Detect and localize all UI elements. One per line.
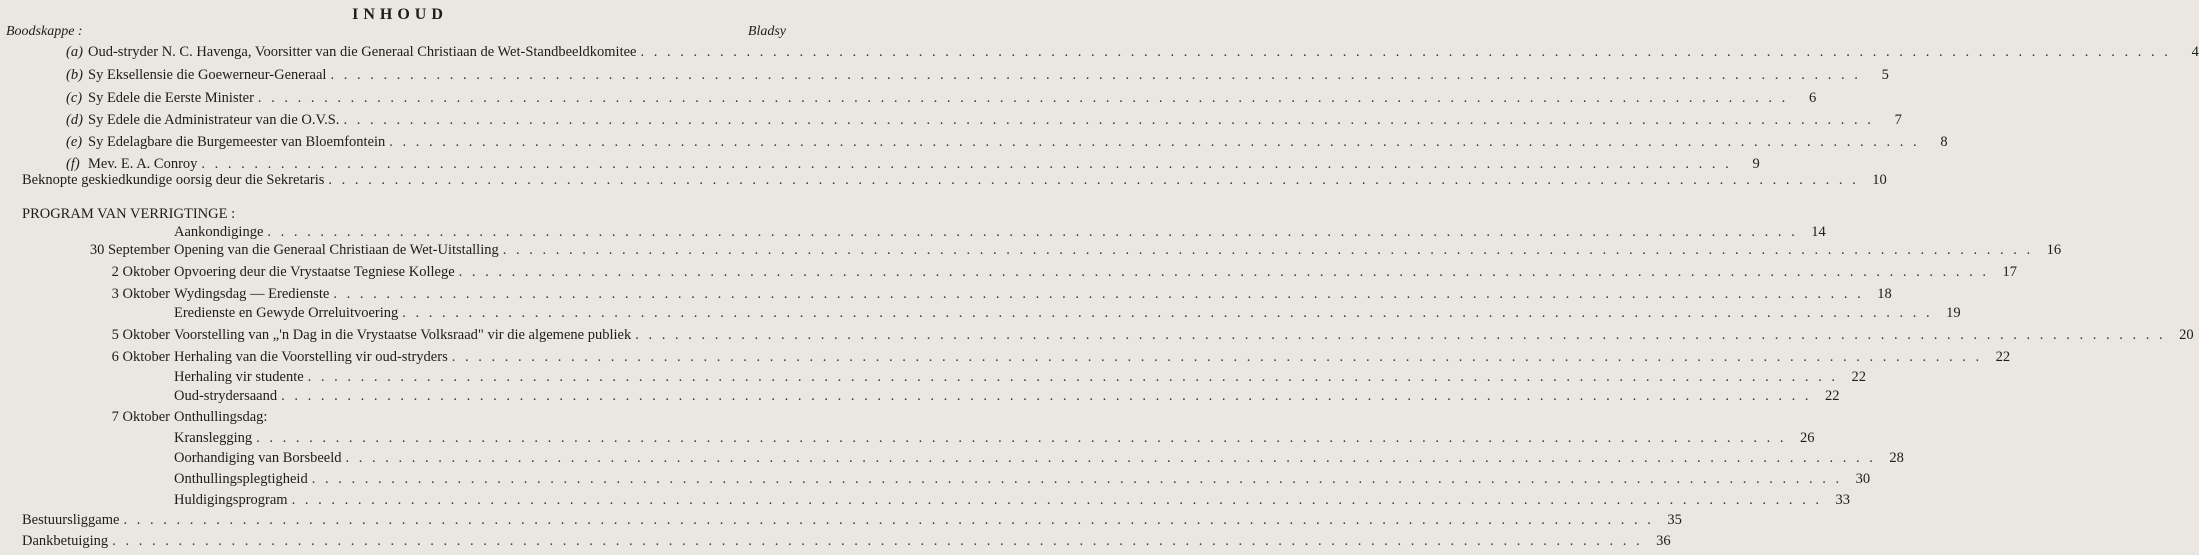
page-number: 7 [1894, 112, 1902, 128]
entry-text: Sy Eksellensie die Goewerneur-Generaal [88, 67, 327, 83]
unveiling-entry[interactable] [174, 430, 1815, 450]
entry-text: Opvoering deur die Vrystaatse Tegniese Kollege [174, 264, 455, 280]
entry-text: Onthullingsdag: [174, 409, 268, 425]
program-entry[interactable] [89, 242, 2062, 262]
page-number: 35 [1667, 512, 1682, 528]
entry-text: Huldigingsprogram [174, 492, 288, 508]
page-number: 5 [1881, 67, 1889, 83]
page-number: 6 [1809, 90, 1817, 106]
entry-text: Beknopte geskiedkundige oorsig deur die Sekretaris [22, 172, 325, 188]
page-number: 30 [1855, 471, 1871, 487]
program-entry[interactable] [111, 409, 786, 429]
page-number: 10 [1872, 172, 1887, 188]
unveiling-entry[interactable] [174, 450, 1904, 470]
entry-text: Oorhandiging van Borsbeeld [174, 450, 342, 466]
page-number: 17 [2002, 264, 2018, 280]
entry-text: Sy Edele die Administrateur van die O.V.S. [88, 112, 340, 128]
page-number: 33 [1835, 492, 1850, 508]
page-number: 4 [2191, 44, 2199, 60]
entry-marker: (d) [66, 112, 83, 128]
entry-text: Kranslegging [174, 430, 253, 446]
entry-text: Oud-stryder N. C. Havenga, Voorsitter van die Generaal Christiaan de Wet-Standbeeldkomitee [88, 44, 637, 60]
toc-entry[interactable] [66, 44, 2199, 64]
program-heading: PROGRAM VAN VERRIGTINGE : [22, 206, 236, 222]
toc-entry[interactable] [66, 67, 1889, 87]
entry-marker: (c) [66, 90, 83, 106]
program-entry[interactable] [174, 369, 1867, 389]
program-entry[interactable] [174, 305, 1961, 325]
entry-text: Herhaling van die Voorstelling vir oud-stryders [174, 349, 448, 365]
messages-label: Boodskappe : [6, 24, 83, 39]
entry-text: Wydingsdag — Eredienste [174, 286, 330, 302]
entry-date: 5 Oktober [111, 327, 170, 343]
page-number: 26 [1800, 430, 1815, 446]
entry-text: Opening van die Generaal Christiaan de Wet-Uitstalling [174, 242, 499, 258]
entry-text: Sy Edele die Eerste Minister [88, 90, 254, 106]
entry-text: Sy Edelagbare die Burgemeester van Bloemfontein [88, 134, 386, 150]
entry-text: Oud-strydersaand [174, 388, 278, 404]
page-number: 22 [1851, 369, 1867, 385]
unveiling-entry[interactable] [174, 471, 1871, 491]
entry-date: 3 Oktober [111, 286, 170, 302]
page-number: 22 [1995, 349, 2011, 365]
page-number: 28 [1889, 450, 1904, 466]
entry-marker: (e) [66, 134, 83, 150]
entry-text: Mev. E. A. Conroy [88, 156, 198, 172]
page-title: INHOUD [352, 6, 448, 23]
program-entry[interactable] [111, 264, 2018, 284]
entry-text: Dankbetuiging [22, 533, 109, 549]
entry-text: Bestuursliggame [22, 512, 120, 528]
page-number: 19 [1946, 305, 1961, 321]
page-number: 22 [1824, 388, 1840, 404]
toc-entry[interactable] [66, 112, 1902, 132]
entry-marker: (f) [66, 156, 80, 172]
program-entry[interactable] [174, 388, 1840, 408]
entry-text: Voorstelling van „'n Dag in die Vrystaatse Volksraad" vir die algemene publiek [174, 327, 632, 343]
entry-date: 30 September [89, 242, 170, 258]
page-number: 8 [1940, 134, 1948, 150]
page-number: 36 [1656, 533, 1671, 549]
toc-entry-history[interactable] [22, 172, 1887, 192]
toc-entry[interactable] [66, 134, 1948, 154]
unveiling-entry[interactable] [174, 492, 1850, 512]
program-entry[interactable] [111, 327, 2194, 347]
page-number: 18 [1877, 286, 1892, 302]
entry-text: Aankondiginge [174, 224, 264, 240]
entry-marker: (b) [66, 67, 83, 83]
program-entry[interactable] [174, 224, 1826, 244]
entry-text: Eredienste en Gewyde Orreluitvoering [174, 305, 399, 321]
entry-text: Herhaling vir studente [174, 369, 304, 385]
page-number: 14 [1811, 224, 1826, 240]
page-number: 9 [1752, 156, 1760, 172]
entry-date: 2 Oktober [111, 264, 170, 280]
program-entry[interactable] [111, 286, 1892, 306]
entry-marker: (a) [66, 44, 83, 60]
page-number: 20 [2179, 327, 2194, 343]
toc-entry[interactable] [66, 90, 1817, 110]
toc-entry-acknowledgements[interactable] [22, 533, 1671, 553]
toc-entry-committees[interactable] [22, 512, 1682, 532]
program-entry[interactable] [111, 349, 2011, 369]
entry-text: Onthullingsplegtigheid [174, 471, 308, 487]
entry-date: 7 Oktober [111, 409, 170, 425]
page-number: 16 [2046, 242, 2062, 258]
page-column-label: Bladsy [747, 24, 786, 39]
entry-date: 6 Oktober [111, 349, 170, 365]
